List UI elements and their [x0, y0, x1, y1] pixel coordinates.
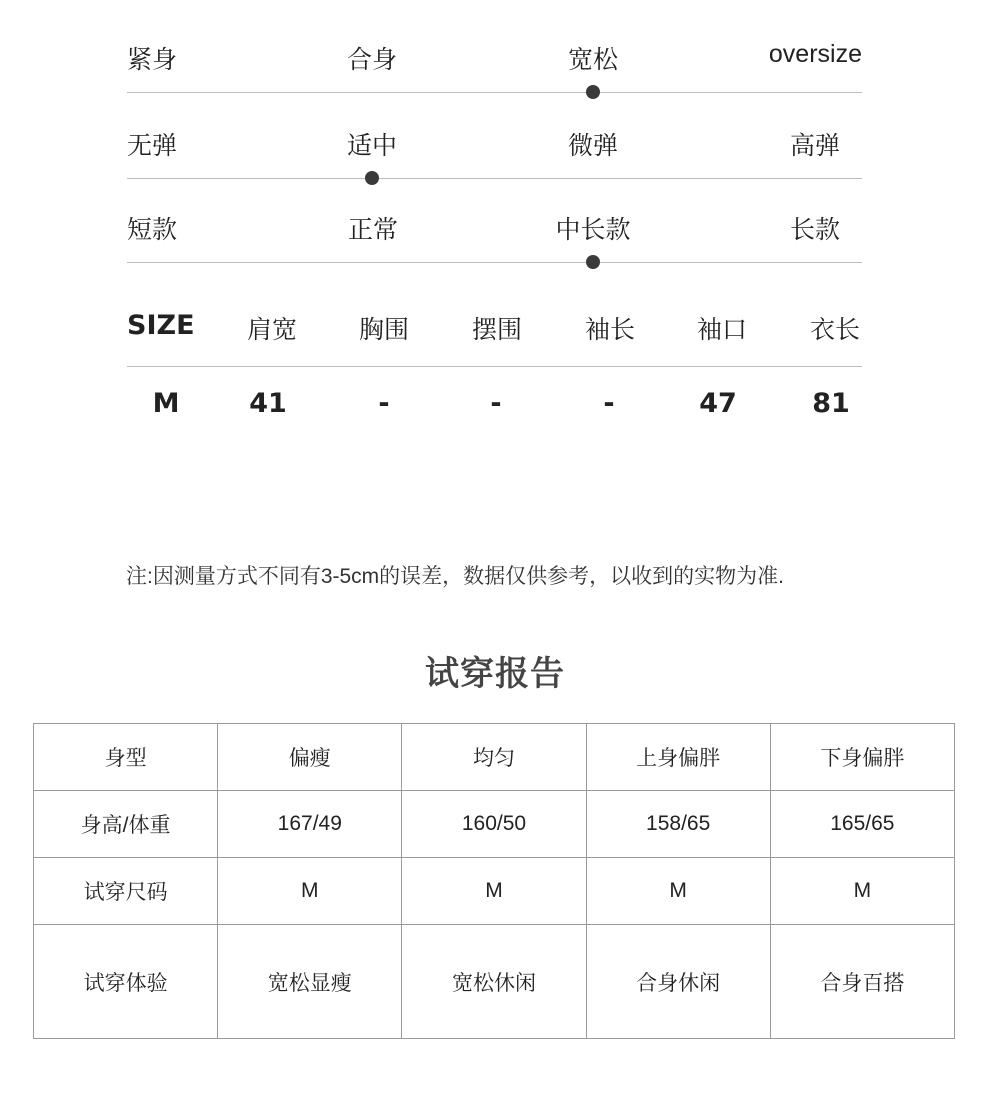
scale-option: 短款	[127, 216, 178, 244]
measurement-note: 注:因测量方式不同有3-5cm的误差，数据仅供参考，以收到的实物为准.	[126, 565, 785, 588]
scale-option: 合身	[346, 46, 398, 74]
table-row	[34, 925, 955, 1039]
scale-option: 紧身	[127, 46, 178, 74]
report-cell: 下身偏胖	[770, 724, 954, 791]
size-header-chest: 胸围	[358, 316, 410, 344]
size-chart-divider	[127, 366, 862, 367]
scale-selected-marker	[586, 85, 600, 99]
fit-scale-tightness	[127, 40, 862, 80]
report-cell: M	[770, 858, 954, 925]
size-value: M	[152, 388, 180, 419]
fit-scale-length	[127, 210, 862, 250]
scale-option: 高弹	[789, 132, 840, 160]
size-chart	[127, 310, 862, 419]
size-header-sleeve-length: 袖长	[584, 316, 636, 344]
scale-track	[127, 178, 862, 179]
report-cell: 身高/体重	[34, 791, 218, 858]
size-header-shoulder: 肩宽	[246, 316, 298, 344]
table-row	[34, 724, 955, 791]
scale-option: 中长款	[555, 216, 631, 244]
size-value: -	[490, 388, 502, 419]
size-value: 81	[812, 388, 850, 419]
report-cell: M	[586, 858, 770, 925]
report-cell: 身型	[34, 724, 218, 791]
size-header-length: 衣长	[809, 316, 861, 344]
size-value: 41	[249, 388, 287, 419]
size-header-hem: 摆围	[471, 316, 523, 344]
fit-scale-elasticity	[127, 126, 862, 166]
report-cell: 165/65	[770, 791, 954, 858]
report-cell: 偏瘦	[218, 724, 402, 791]
report-cell: 试穿体验	[34, 925, 218, 1039]
scale-selected-marker	[586, 255, 600, 269]
report-cell: M	[218, 858, 402, 925]
report-cell: 合身休闲	[586, 925, 770, 1039]
report-cell: 宽松休闲	[402, 925, 586, 1039]
size-chart-header	[127, 310, 862, 350]
size-value: -	[603, 388, 615, 419]
report-cell: 158/65	[586, 791, 770, 858]
scale-option: 微弹	[567, 132, 619, 160]
report-cell: 上身偏胖	[586, 724, 770, 791]
scale-track	[127, 262, 862, 263]
size-value: 47	[699, 388, 737, 419]
size-header-size: SIZE	[127, 310, 195, 341]
report-cell: 160/50	[402, 791, 586, 858]
size-header-cuff: 袖口	[696, 316, 748, 344]
report-cell: 试穿尺码	[34, 858, 218, 925]
report-cell: 均匀	[402, 724, 586, 791]
scale-option: 无弹	[127, 132, 178, 160]
table-row	[34, 858, 955, 925]
report-cell: M	[402, 858, 586, 925]
report-cell: 宽松显瘦	[218, 925, 402, 1039]
fitting-report-table	[33, 723, 955, 1039]
scale-option: 适中	[346, 132, 398, 160]
report-cell: 167/49	[218, 791, 402, 858]
size-chart-row	[127, 388, 862, 428]
scale-selected-marker	[365, 171, 379, 185]
report-cell: 合身百搭	[770, 925, 954, 1039]
report-title: 试穿报告	[425, 655, 565, 693]
scale-option: oversize	[768, 40, 862, 68]
scale-track	[127, 92, 862, 93]
size-value: -	[378, 388, 390, 419]
table-row	[34, 791, 955, 858]
scale-option: 宽松	[567, 46, 619, 74]
scale-option: 正常	[347, 216, 399, 244]
scale-option: 长款	[789, 216, 840, 244]
